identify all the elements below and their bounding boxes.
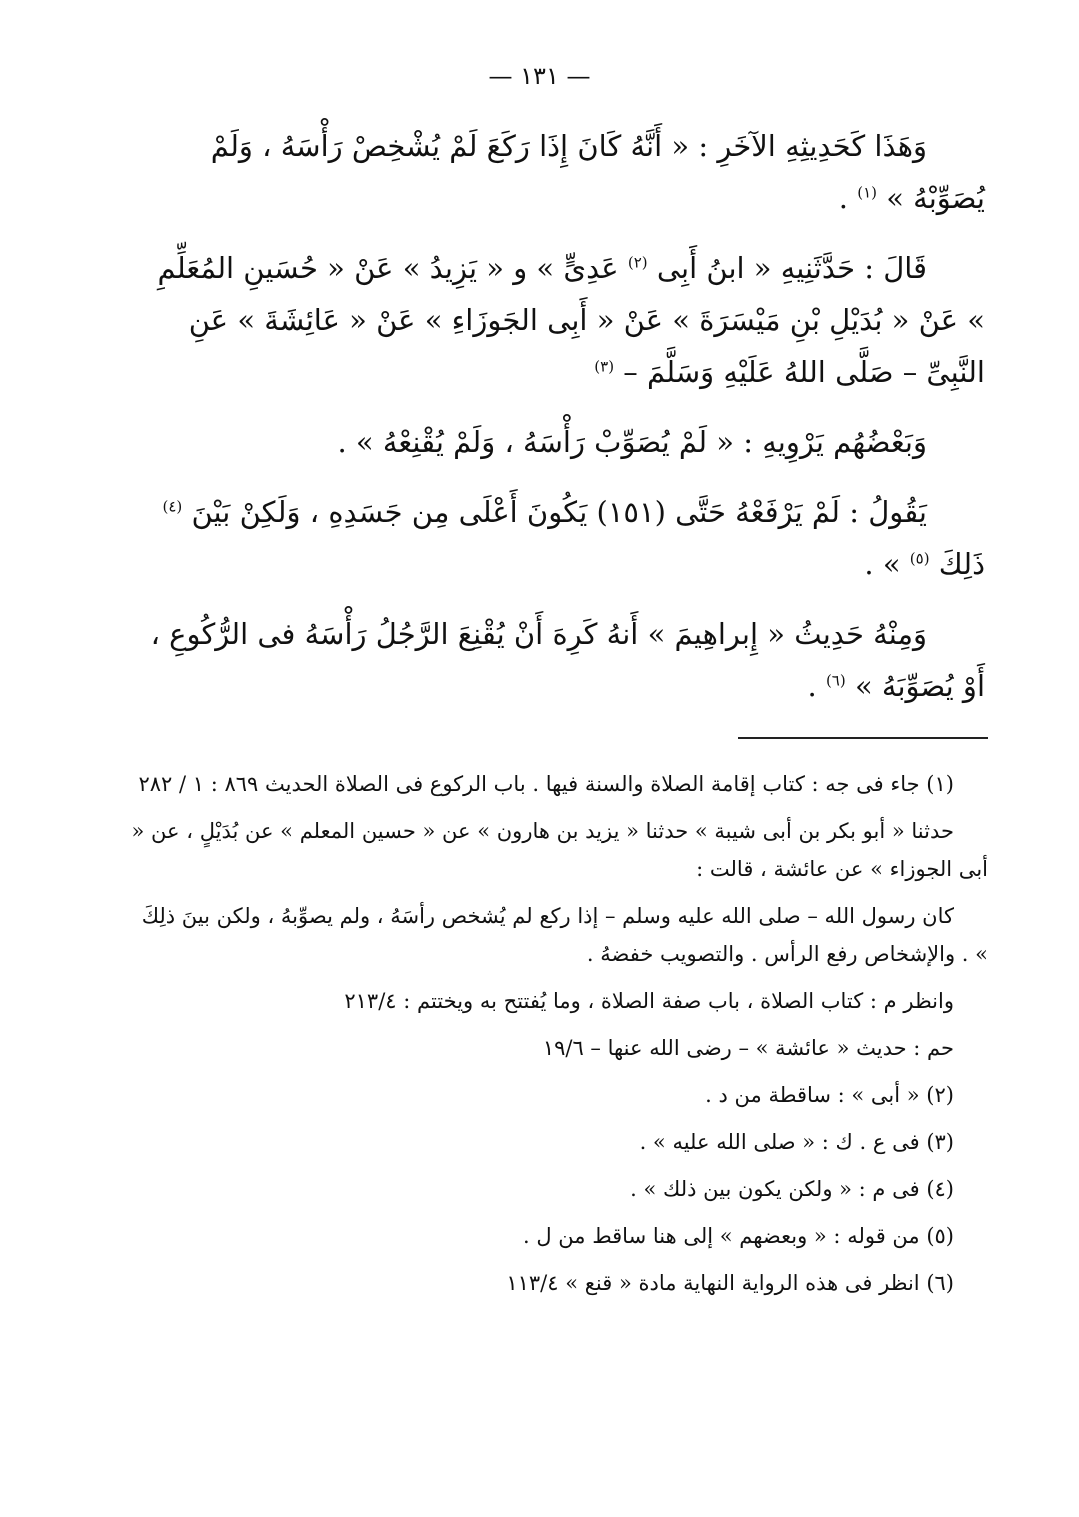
paragraph-text: ذَلِكَ	[938, 547, 985, 581]
footnote: (٢) « أبى » : ساقطة من د .	[705, 1083, 954, 1107]
footnote: (١) جاء فى جه : كتاب إقامة الصلاة والسنة فيها . باب الركوع فى الصلاة الحديث ٨٦٩ : ١ / ٢٨٢	[138, 772, 954, 796]
main-paragraph	[140, 242, 985, 398]
main-text	[140, 120, 985, 730]
paragraph-text: .	[807, 669, 817, 703]
footnote: وانظر م : كتاب الصلاة ، باب صفة الصلاة ، وما يُفتتح به ويختتم : ٢١٣/٤	[344, 989, 954, 1013]
paragraph-text: » .	[864, 547, 901, 581]
paragraph-text: وَمِنْهُ حَدِيثُ « إِبراهِيمَ » أَنهُ كَرِهَ أَنْ يُقْنِعَ الرَّجُلُ رَأْسَهُ فى الرُّكُوعِ ، أَوْ يُصَوِّبَهُ »	[150, 617, 985, 703]
footnote: حدثنا « أبو بكر بن أبى شيبة » حدثنا « يزيد بن هارون » عن « حسين المعلم » عن بُدَيْلٍ ، عن « أبى الجوزاء » عن عائشة ، قالت :	[131, 819, 988, 881]
page-number: — ١٣١ —	[488, 62, 591, 90]
footnotes	[130, 765, 988, 1311]
footnote: (٥) من قوله : « وبعضهم » إلى هنا ساقط من ل .	[523, 1224, 954, 1248]
paragraph-text: .	[838, 181, 848, 215]
main-paragraph	[140, 416, 985, 468]
footnote: (٦) انظر فى هذه الرواية النهاية مادة « قنع » ١١٣/٤	[506, 1271, 954, 1295]
footnote-marker: (٣)	[594, 357, 615, 376]
paragraph-text: يَقُولُ : لَمْ يَرْفَعْهُ حَتَّى (١٥١) يَكُونَ أَعْلَى مِن جَسَدِهِ ، وَلَكِنْ بَيْنَ	[191, 495, 927, 529]
footnote-marker: (١)	[857, 183, 877, 202]
main-paragraph	[140, 486, 985, 590]
footnote: (٤) فى م : « ولكن يكون بين ذلك » .	[630, 1177, 954, 1201]
footnote: حم : حديث « عائشة » – رضى الله عنها – ١٩/٦	[542, 1036, 954, 1060]
footnote: (٣) فى ع . ك : « صلى الله عليه » .	[639, 1130, 954, 1154]
main-paragraph	[140, 120, 985, 224]
paragraph-text: وَهَذَا كَحَدِيثِهِ الآخَرِ : « أَنَّهُ كَانَ إِذَا رَكَعَ لَمْ يُشْخِصْ رَأْسَهُ ، وَلَمْ يُصَوِّبْهُ »	[210, 129, 985, 215]
footnote-marker: (٤)	[162, 497, 183, 516]
footnote: كان رسول الله – صلى الله عليه وسلم – إذا ركع لم يُشخص رأسَهُ ، ولم يصوِّبهُ ، ولكن بينَ ذلِكَ » . والإشخاص رفع الرأس . والتصويب خفضهُ .	[141, 904, 988, 966]
paragraph-text: وَبَعْضُهُم يَرْوِيهِ : « لَمْ يُصَوِّبْ رَأْسَهُ ، وَلَمْ يُقْنِعْهُ » .	[337, 425, 927, 459]
footnote-divider	[738, 737, 988, 739]
footnote-marker: (٦)	[825, 671, 846, 690]
main-paragraph	[140, 608, 985, 712]
paragraph-text: قَالَ : حَدَّثَنِيهِ « ابنُ أَبِى	[656, 251, 927, 285]
footnote-marker: (٢)	[627, 253, 648, 272]
footnote-marker: (٥)	[909, 549, 930, 568]
paragraph-text: عَدِىٍّ » و « يَزِيدُ » عَنْ « حُسَينِ المُعَلِّمِ » عَنْ « بُدَيْلِ بْنِ مَيْسَرَةَ » عَنْ « أَبِى الجَوزَاءِ » عَنْ « عَائِشَةَ » عَنِ النَّبِىِّ – صَلَّى اللهُ عَلَيْهِ وَسَلَّمَ –	[157, 251, 985, 389]
